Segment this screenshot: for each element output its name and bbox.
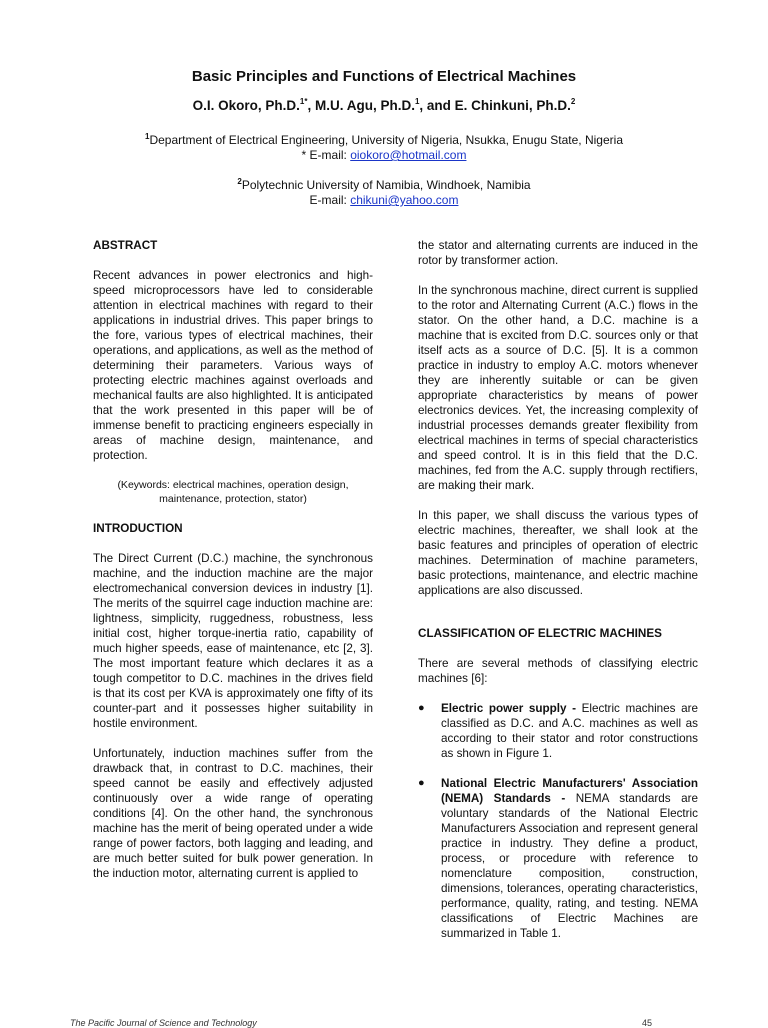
classification-list xyxy=(418,701,698,941)
author-2-superscript: 1 xyxy=(414,97,420,106)
right-column xyxy=(418,238,698,956)
affiliation-2-superscript: 2 xyxy=(237,177,242,186)
introduction-paragraph-3: the stator and alternating currents are induced in the rotor by transformer action. xyxy=(418,239,698,267)
classification-intro: There are several methods of classifying electric machines [6]: xyxy=(418,657,698,685)
affiliation-1-text: Department of Electrical Engineering, University of Nigeria, Nsukka, Enugu State, Nigeria xyxy=(149,133,623,147)
introduction-paragraph-1: The Direct Current (D.C.) machine, the synchronous machine, and the induction machine are the major electromechanical conversion devices in industry [1]. The merits of the squirrel cage induction machine are: lightness, simplicity, ruggedness, robustness, less initial cost, higher torque-inertia ratio, capability of much higher speeds, ease of maintenance, etc [2, 3]. The most important feature which declares it as a tough competitor to D.C. machines in the drives field is that its cost per KVA is approximately one fifty of its counter-part and it possesses higher suitability in hostile environment. xyxy=(93,552,373,730)
affiliation-2 xyxy=(0,178,768,208)
author-1-superscript: 1* xyxy=(299,97,308,106)
bullet-1-text: Electric machines are classified as D.C. and A.C. machines as well as according to their stator and rotor constructions as shown in Figure 1. xyxy=(441,702,698,760)
keywords: (Keywords: electrical machines, operation design, maintenance, protection, stator) xyxy=(117,479,349,505)
abstract-text: Recent advances in power electronics and high-speed microprocessors have led to considerable attention in electrical machines with regard to their applications in industrial drives. This paper brings to the fore, various types of electrical machines, their operations, and applications, as well as the method of determining their parameters. Various ways of protecting electric machines against overloads and mechanical faults are also highlighted. It is anticipated that the work presented in this paper will be of immense benefit to practicing engineers especially in areas of machine design, maintenance, and protection. xyxy=(93,269,373,462)
affiliation-1-email-link[interactable]: oiokoro@hotmail.com xyxy=(350,148,467,162)
introduction-paragraph-5: In this paper, we shall discuss the various types of electric machines, thereafter, we shall look at the basic features and principles of operation of electric machines. Determination of machine parameters, basic protections, maintenance, and electric machine applications are also discussed. xyxy=(418,509,698,597)
affiliation-1-superscript: 1 xyxy=(144,132,150,141)
affiliation-1 xyxy=(0,133,768,163)
abstract-heading: ABSTRACT xyxy=(93,239,158,252)
affiliation-2-text: Polytechnic University of Namibia, Windhoek, Namibia xyxy=(241,178,531,192)
list-item xyxy=(418,701,698,761)
introduction-heading: INTRODUCTION xyxy=(93,522,183,535)
journal-footer: The Pacific Journal of Science and Technology xyxy=(70,1018,257,1028)
bullet-icon: ● xyxy=(418,777,425,789)
page-number: 45 xyxy=(642,1018,653,1028)
introduction-paragraph-2: Unfortunately, induction machines suffer from the drawback that, in contrast to D.C. machines, their speed cannot be easily and effectively adjusted continuously over a wide range of operating conditions [4]. On the other hand, the synchronous machine has the merit of being operated under a wide range of power factors, both lagging and leading, and are much better suited for bulk power generation. In the induction motor, alternating current is applied to xyxy=(93,747,373,880)
author-1: O.I. Okoro, Ph.D. xyxy=(192,98,300,113)
bullet-icon: ● xyxy=(418,702,425,714)
bullet-2-text: NEMA standards are voluntary standards of the National Electric Manufacturers Association and represent general practice in industry. They define a product, process, or procedure with reference to nomenclature composition, construction, dimensions, tolerances, operating characteristics, performance, quality, rating, and testing. NEMA classifications of Electric Machines are summarized in Table 1. xyxy=(441,792,698,940)
affiliation-2-email-label: E-mail: xyxy=(309,193,351,207)
paper-title: Basic Principles and Functions of Electrical Machines xyxy=(191,68,577,85)
affiliation-1-email-label: * E-mail: xyxy=(301,148,351,162)
bullet-1-title: Electric power supply - xyxy=(441,702,582,715)
introduction-paragraph-4: In the synchronous machine, direct current is supplied to the rotor and Alternating Current (A.C.) flows in the stator. On the other hand, a D.C. machine is a machine that is excited from D.C. sources only or that itself acts as a source of D.C. [5]. It is a common practice in industry to employ A.C. motors whenever they are inherently suitable or can be given appropriate characteristics by means of power electronics devices. Yet, the increasing complexity of industrial processes demands greater flexibility from electrical machines in terms of special characteristics and speed control. It is in this field that the D.C. machines, fed from the A.C. supply through rectifiers, are making their mark. xyxy=(418,284,698,492)
left-column xyxy=(93,238,373,896)
author-2: , M.U. Agu, Ph.D. xyxy=(307,98,415,113)
list-item xyxy=(418,776,698,941)
affiliation-2-email-link[interactable]: chikuni@yahoo.com xyxy=(350,193,459,207)
author-3-superscript: 2 xyxy=(570,97,576,106)
classification-heading: CLASSIFICATION OF ELECTRIC MACHINES xyxy=(418,627,662,640)
author-3: , and E. Chinkuni, Ph.D. xyxy=(419,98,571,113)
bullet-2-title: National Electric Manufacturers' Association (NEMA) Standards - xyxy=(441,777,698,805)
author-line xyxy=(0,98,768,113)
